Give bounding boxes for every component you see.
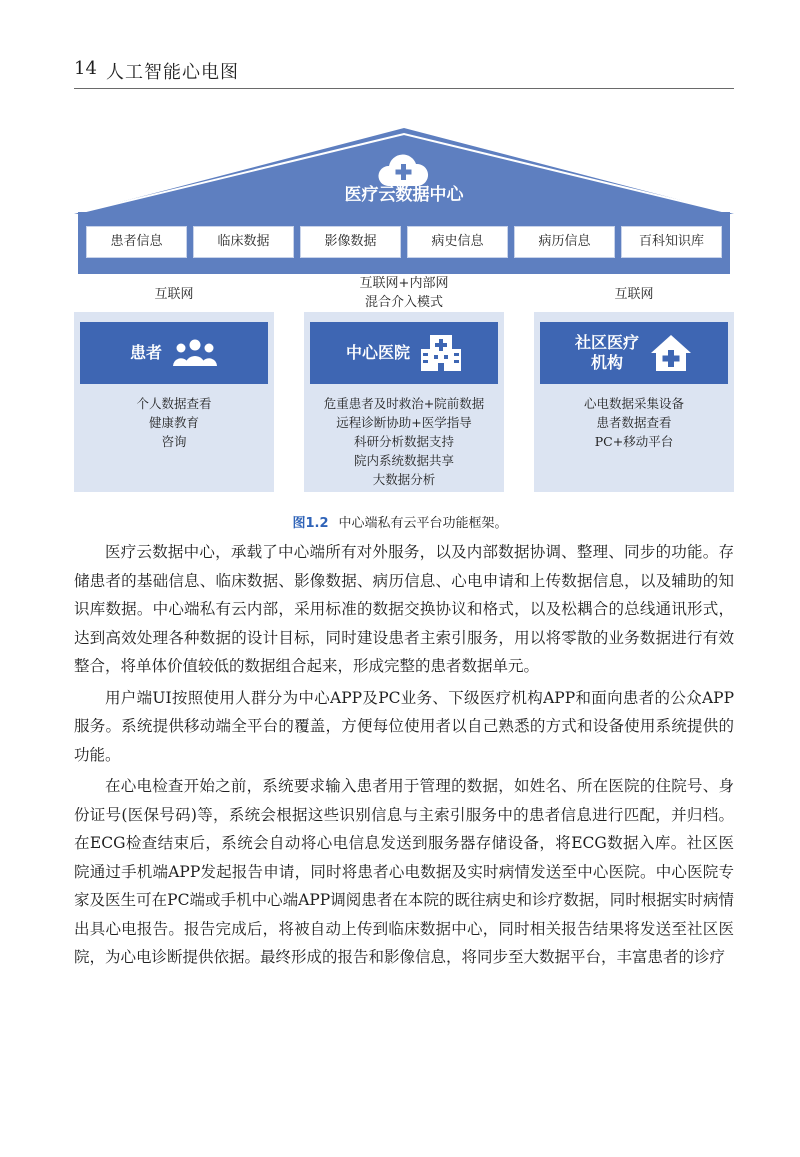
panel-title: 患者	[129, 343, 162, 362]
connection-label-left: 互联网	[154, 287, 194, 302]
connection-label-line: 互联网+内部网	[359, 276, 449, 291]
page-header	[74, 58, 734, 89]
panel-items	[74, 394, 274, 451]
panel-item: 大数据分析	[372, 472, 436, 487]
data-box: 病历信息	[514, 226, 615, 258]
panel-item: 远程诊断协助+医学指导	[336, 415, 472, 430]
panel-head	[80, 322, 268, 384]
paragraph: 医疗云数据中心，承载了中心端所有对外服务，以及内部数据协调、整理、同步的功能。存储患者的基础信息、临床数据、影像数据、病历信息、心电申请和上传数据信息，以及辅助的知识库数据。中心端私有云内部，采用标准的数据交换协议和格式，以及松耦合的总线通讯形式，达到高效处理各种数据的设计目标，同时建设患者主索引服务，用以将零散的业务数据进行有效整合，将单体价值较低的数据组合起来，形成完整的患者数据单元。	[74, 543, 734, 675]
hospital-building-icon	[420, 333, 462, 373]
data-strip	[78, 212, 730, 274]
panel-item: 患者数据查看	[596, 415, 672, 430]
page-number: 14	[74, 58, 97, 79]
people-icon	[172, 338, 218, 368]
panel-item: PC+移动平台	[594, 434, 674, 449]
data-box: 临床数据	[193, 226, 294, 258]
panel-patient	[74, 312, 274, 492]
book-title: 人工智能心电图	[106, 62, 239, 83]
panel-central-hospital	[304, 312, 504, 492]
data-box: 影像数据	[300, 226, 401, 258]
center-title: 医疗云数据中心	[344, 185, 464, 205]
panel-title: 中心医院	[345, 343, 410, 362]
paragraph: 在心电检查开始之前，系统要求输入患者用于管理的数据，如姓名、所在医院的住院号、身份证号(医保号码)等，系统会根据这些识别信息与主索引服务中的患者信息进行匹配，并归档。在ECG检查结束后，系统会自动将心电信息发送到服务器存储设备，将ECG数据入库。社区医院通过手机端APP发起报告申请，同时将患者心电数据及实时病情发送至中心医院。中心医院专家及医生可在PC端或手机中心端APP调阅患者在本院的既往病史和诊疗数据，同时根据实时病情出具心电报告。报告完成后，将被自动上传到临床数据中心，同时相关报告结果将发送至社区医院，为心电诊断提供依据。最终形成的报告和影像信息，将同步至大数据平台，丰富患者的诊疗	[74, 777, 734, 966]
panel-item: 危重患者及时救治+院前数据	[323, 396, 485, 411]
panel-items	[304, 394, 504, 489]
connection-label-line: 混合介入模式	[364, 295, 443, 310]
figure-label: 图1.2	[292, 516, 329, 531]
figure-caption	[0, 512, 800, 531]
caption-text: 中心端私有云平台功能框架。	[338, 516, 508, 531]
clinic-house-icon	[649, 333, 693, 373]
panel-items	[534, 394, 734, 451]
panel-title-line: 机构	[590, 353, 623, 372]
panel-item: 院内系统数据共享	[353, 453, 454, 468]
panel-head	[310, 322, 498, 384]
paragraph: 用户端UI按照使用人群分为中心APP及PC业务、下级医疗机构APP和面向患者的公众APP服务。系统提供移动端全平台的覆盖，方便每位使用者以自己熟悉的方式和设备使用系统提供的功能。	[74, 688, 734, 764]
data-box: 病史信息	[407, 226, 508, 258]
body-text	[74, 538, 734, 975]
panel-title	[575, 333, 639, 373]
panel-title-line: 社区医疗	[574, 333, 639, 352]
data-box: 患者信息	[86, 226, 187, 258]
figure-framework	[74, 120, 734, 496]
panel-item: 科研分析数据支持	[353, 434, 454, 449]
panel-item: 心电数据采集设备	[583, 396, 684, 411]
data-box: 百科知识库	[621, 226, 722, 258]
panel-head	[540, 322, 728, 384]
panel-item: 个人数据查看	[136, 396, 212, 411]
connection-label-middle	[304, 274, 504, 312]
panel-item: 健康教育	[148, 415, 199, 430]
connection-label-right: 互联网	[614, 287, 654, 302]
panel-item: 咨询	[161, 434, 187, 449]
panel-community-clinic	[534, 312, 734, 492]
